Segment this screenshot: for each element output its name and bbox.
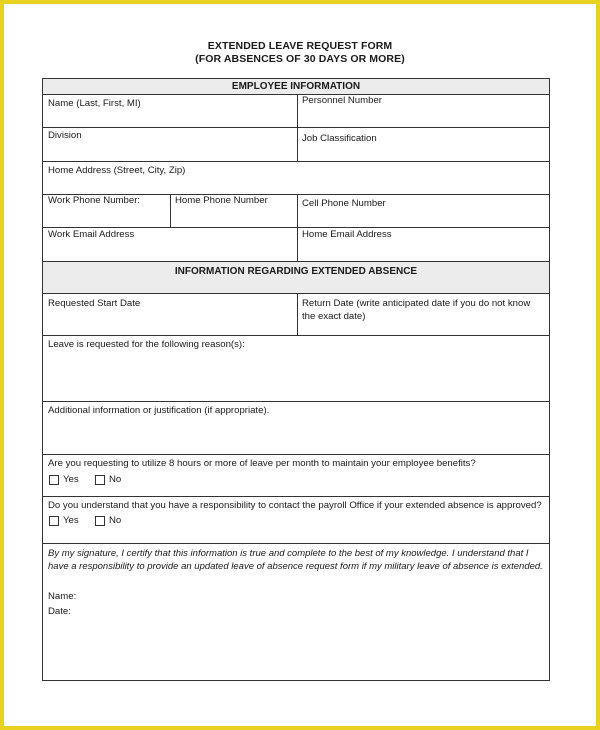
employee-section-title: EMPLOYEE INFORMATION	[231, 81, 361, 92]
personnel-number-label: Personnel Number	[302, 95, 382, 106]
home-phone-label: Home Phone Number	[175, 195, 268, 206]
leave-request-form	[42, 78, 550, 681]
form-title: EXTENDED LEAVE REQUEST FORM	[207, 40, 393, 52]
question-benefits-label: Are you requesting to utilize 8 hours or more of leave per month to maintain your employee benefits?	[48, 458, 476, 469]
signature-date-label[interactable]: Date:	[48, 606, 71, 617]
division-row	[43, 128, 549, 162]
question-payroll-label: Do you understand that you have a responsibility to contact the payroll Office if your extended absence is approved?	[48, 500, 542, 511]
additional-info-label: Additional information or justification (if appropriate).	[48, 405, 270, 416]
additional-info-field[interactable]	[43, 402, 549, 454]
payroll-yes-label: Yes	[63, 515, 79, 526]
work-email-label: Work Email Address	[48, 229, 135, 240]
additional-info-row	[43, 402, 549, 455]
benefits-yes-checkbox[interactable]	[49, 475, 59, 485]
work-phone-field[interactable]	[43, 195, 170, 227]
benefits-no-label: No	[109, 474, 122, 485]
signature-statement: By my signature, I certify that this information is true and complete to the best of my knowledge. I understand that I have a responsibility to provide an updated leave of absence request form if my military leave of absence is extended.	[48, 548, 543, 572]
return-date-field[interactable]	[297, 294, 549, 335]
employee-section-header	[43, 79, 549, 95]
absence-section-header	[43, 262, 549, 294]
benefits-yes-label: Yes	[63, 474, 79, 485]
home-email-field[interactable]	[297, 228, 549, 261]
name-field[interactable]	[43, 95, 297, 127]
form-subtitle: (FOR ABSENCES OF 30 DAYS OR MORE)	[195, 53, 405, 65]
home-phone-field[interactable]	[170, 195, 297, 227]
signature-section	[43, 544, 549, 680]
dates-row	[43, 294, 549, 336]
phone-row	[43, 195, 549, 228]
cell-phone-label: Cell Phone Number	[302, 198, 386, 209]
work-phone-label: Work Phone Number:	[48, 195, 141, 206]
benefits-no-checkbox[interactable]	[95, 475, 105, 485]
payroll-no-label: No	[109, 515, 122, 526]
work-email-field[interactable]	[43, 228, 297, 261]
home-address-label: Home Address (Street, City, Zip)	[48, 165, 186, 176]
cell-phone-field[interactable]	[297, 195, 549, 227]
absence-section-title: INFORMATION REGARDING EXTENDED ABSENCE	[174, 266, 418, 277]
job-classification-label: Job Classification	[302, 133, 377, 144]
question-payroll-row	[43, 497, 549, 544]
name-row	[43, 95, 549, 128]
job-classification-field[interactable]	[297, 128, 549, 161]
return-date-label: Return Date (write anticipated date if you do not know the exact date)	[302, 298, 531, 322]
start-date-field[interactable]	[43, 294, 297, 335]
payroll-yes-checkbox[interactable]	[49, 516, 59, 526]
email-row	[43, 228, 549, 262]
reason-row	[43, 336, 549, 402]
personnel-number-field[interactable]	[297, 95, 549, 127]
name-label: Name (Last, First, MI)	[48, 98, 141, 109]
home-email-label: Home Email Address	[302, 229, 392, 240]
reason-field[interactable]	[43, 336, 549, 401]
home-address-field[interactable]	[43, 162, 549, 194]
question-benefits-row	[43, 455, 549, 497]
division-field[interactable]	[43, 128, 297, 161]
home-address-row	[43, 162, 549, 195]
payroll-no-checkbox[interactable]	[95, 516, 105, 526]
signature-name-label[interactable]: Name:	[48, 591, 77, 602]
division-label: Division	[48, 130, 82, 141]
reason-label: Leave is requested for the following reason(s):	[48, 339, 245, 350]
start-date-label: Requested Start Date	[48, 298, 141, 309]
